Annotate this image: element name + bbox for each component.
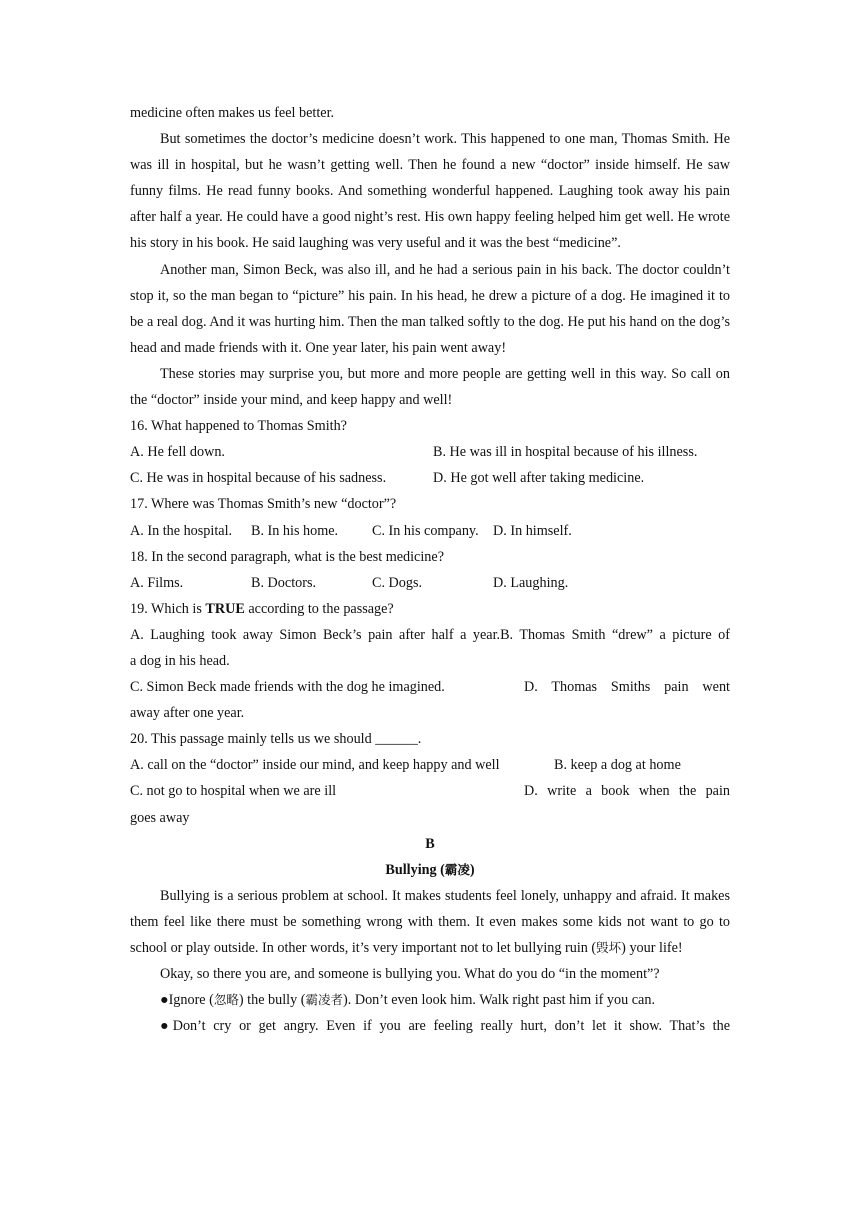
option-17-c: C. In his company. <box>372 522 479 539</box>
bullying-intro-text: Bullying is a serious problem at school. It makes students feel lonely, unhappy and afraid. It makes them feel like there must be something wrong with them. It even makes some kids not want to go to school or play outside. In other words, it’s very important not to let bullying ruin ( <box>130 887 730 956</box>
document-page <box>130 100 730 1039</box>
question-20: 20. This passage mainly tells us we should ______. <box>130 731 422 748</box>
question-19-true-keyword: TRUE <box>205 600 245 617</box>
question-16: 16. What happened to Thomas Smith? <box>130 418 347 435</box>
question-16-options-ab <box>130 439 730 465</box>
option-20-b: B. keep a dog at home <box>554 757 681 774</box>
bullet-ignore-cn1: 忽略 <box>213 992 239 1008</box>
option-18-c: C. Dogs. <box>372 574 423 591</box>
option-20-d-line2: goes away <box>130 809 190 826</box>
question-20-options-ab <box>130 752 730 778</box>
option-19-ab-line2: a dog in his head. <box>130 652 230 669</box>
option-19-d: D. Thomas Smiths pain went <box>524 679 730 696</box>
paragraph-simon-beck: Another man, Simon Beck, was also ill, and he had a serious pain in his back. The doctor couldn’t stop it, so the man began to “picture” his pain. In his head, he drew a picture of a dog. He imagined it to be a real dog. And it was hurting him. Then the man talked softly to the dog. He put his hand on the dog’s head and made friends with it. One year later, his pain went away! <box>130 261 730 356</box>
option-19-cd-line2: away after one year. <box>130 705 245 722</box>
question-17-options <box>130 518 730 544</box>
question-17: 17. Where was Thomas Smith’s new “doctor”? <box>130 496 397 513</box>
question-19 <box>130 596 730 622</box>
question-19-post: according to the passage? <box>244 600 394 617</box>
section-b-title-cn: 霸凌 <box>444 861 470 877</box>
question-18: 18. In the second paragraph, what is the best medicine? <box>130 548 444 565</box>
question-20-options-cd <box>130 778 730 804</box>
bullet-dont-cry: ●Don’t cry or get angry. Even if you are feeling really hurt, don’t let it show. That’s the <box>160 1018 730 1035</box>
question-16-options-cd <box>130 465 730 491</box>
paragraph-conclusion: These stories may surprise you, but more and more people are getting well in this way. So call on the “doctor” inside your mind, and keep happy and well! <box>130 365 730 409</box>
bullet-ignore-a: ●Ignore ( <box>160 992 214 1009</box>
option-19-ab-line1: A. Laughing took away Simon Beck’s pain after half a year.B. Thomas Smith “drew” a picture of <box>130 626 730 643</box>
paragraph-bullying-intro <box>130 883 730 961</box>
section-b-title-close: ) <box>469 861 475 878</box>
option-20-c: C. not go to hospital when we are ill <box>130 783 337 800</box>
option-18-b: B. Doctors. <box>251 574 317 591</box>
option-19-c: C. Simon Beck made friends with the dog he imagined. <box>130 679 445 696</box>
option-17-a: A. In the hospital. <box>130 522 233 539</box>
paragraph-intro-end: medicine often makes us feel better. <box>130 105 335 121</box>
section-b-title-en: Bullying ( <box>385 861 445 878</box>
option-16-b: B. He was ill in hospital because of his illness. <box>433 444 698 461</box>
option-18-a: A. Films. <box>130 574 184 591</box>
paragraph-bullying-moment: Okay, so there you are, and someone is bullying you. What do you do “in the moment”? <box>160 966 660 983</box>
bullying-intro-end: ) your life! <box>621 940 683 956</box>
bullet-ignore-c: ). Don’t even look him. Walk right past him if you can. <box>343 992 655 1009</box>
option-20-d: D. write a book when the pain <box>524 783 730 800</box>
bullet-ignore-cn2: 霸凌者 <box>305 992 343 1008</box>
option-16-d: D. He got well after taking medicine. <box>433 470 645 487</box>
section-b-label: B <box>425 835 435 852</box>
bullet-ignore <box>130 987 730 1013</box>
option-19-cd-line1 <box>130 674 730 700</box>
option-17-b: B. In his home. <box>251 522 339 539</box>
option-16-a: A. He fell down. <box>130 444 225 461</box>
question-18-options <box>130 570 730 596</box>
bullet-ignore-b: ) the bully ( <box>238 992 306 1009</box>
bullying-intro-cn-gloss: 毁坏 <box>596 940 622 955</box>
option-17-d: D. In himself. <box>493 522 572 539</box>
section-b-title <box>130 857 730 883</box>
option-18-d: D. Laughing. <box>493 574 569 591</box>
paragraph-thomas-smith: But sometimes the doctor’s medicine doesn’t work. This happened to one man, Thomas Smith. He was ill in hospital, but he wasn’t getting well. Then he found a new “doctor” inside himself. He saw funny films. He read funny books. And something wonderful happened. Laughing took away his pain after half a year. He could have a good night’s rest. His own happy feeling helped him get well. He wrote his story in his book. He said laughing was very useful and it was the best “medicine”. <box>130 131 730 252</box>
option-20-a: A. call on the “doctor” inside our mind, and keep happy and well <box>130 757 500 774</box>
question-19-pre: 19. Which is <box>130 600 206 617</box>
option-16-c: C. He was in hospital because of his sadness. <box>130 470 387 487</box>
